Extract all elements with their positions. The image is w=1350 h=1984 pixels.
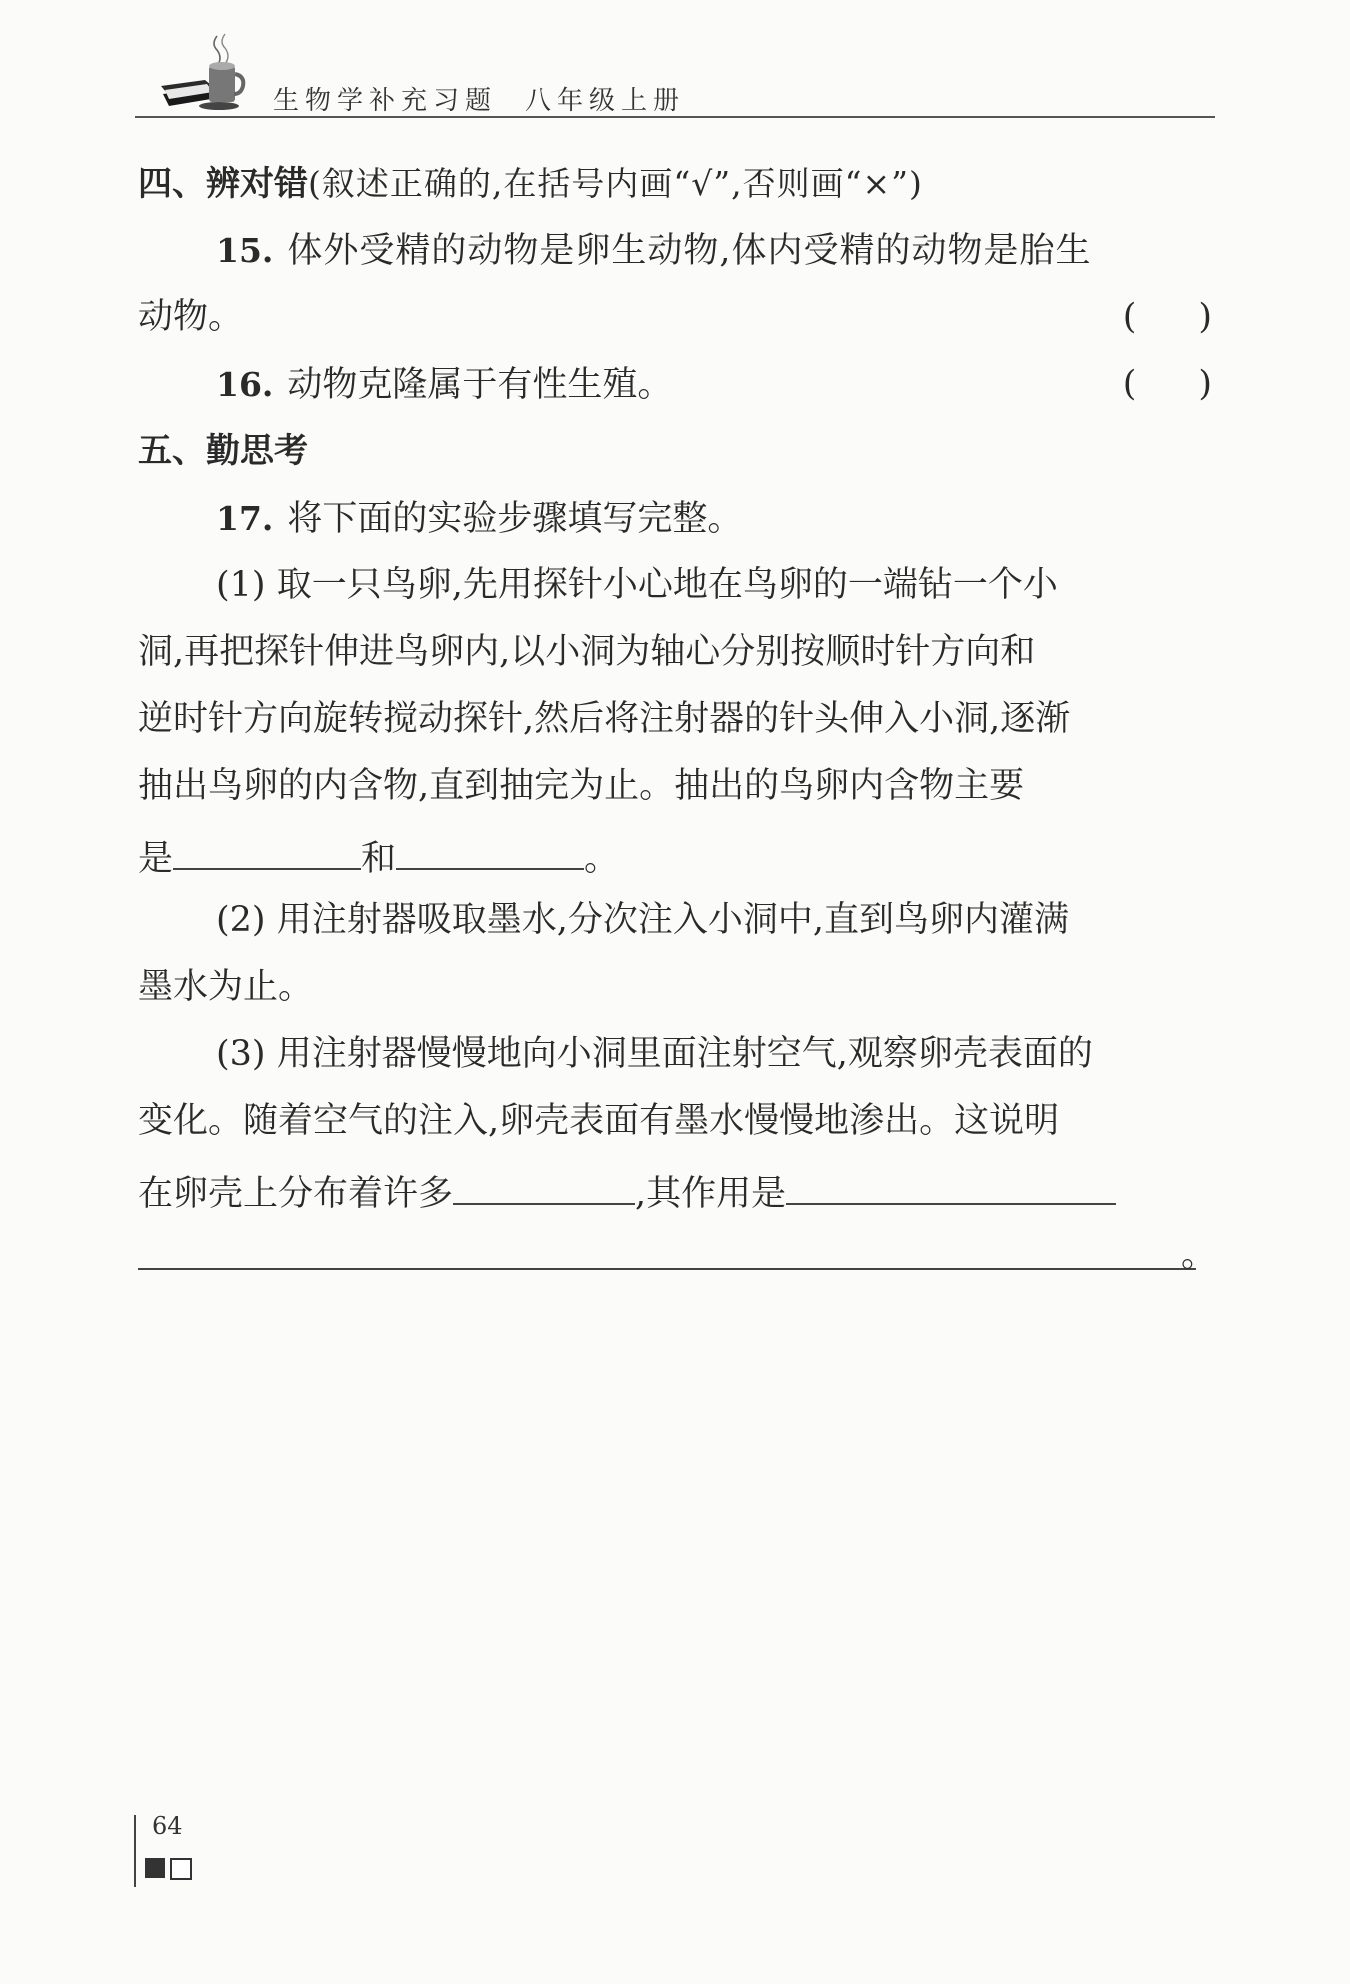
step-3-text-b: ,其作用是 xyxy=(635,1174,787,1214)
question-15-line-1 xyxy=(138,217,1216,284)
book-and-cup-logo-icon xyxy=(157,28,249,116)
step-3-line-1: (3) 用注射器慢慢地向小洞里面注射空气,观察卵壳表面的 xyxy=(216,1034,1093,1074)
filled-square-icon xyxy=(145,1858,165,1878)
step-1-text-b: 和 xyxy=(361,839,397,879)
header-rule xyxy=(135,116,1215,118)
answer-blank-4[interactable] xyxy=(786,1155,1116,1205)
section-4-title xyxy=(138,150,1216,217)
question-16-number: 16. xyxy=(216,365,274,404)
answer-blank-4-continued[interactable] xyxy=(138,1268,1196,1270)
bracket-open: ( xyxy=(1122,297,1137,337)
page-header xyxy=(135,28,1215,123)
step-1-text-a: 是 xyxy=(138,839,174,879)
question-17-intro: 将下面的实验步骤填写完整。 xyxy=(287,499,743,539)
book-title: 生物学补充习题 xyxy=(273,86,498,116)
answer-blank-1[interactable] xyxy=(173,820,361,870)
question-17-intro-line xyxy=(138,485,1216,552)
step-3-line-3 xyxy=(138,1155,1216,1222)
step-1-line-1: (1) 取一只鸟卵,先用探针小心地在鸟卵的一端钻一个小 xyxy=(216,565,1058,605)
step-3-text-end: 。 xyxy=(1180,1235,1216,1275)
step-1-line-2: 洞,再把探针伸进鸟卵内,以小洞为轴心分别按顺时针方向和 xyxy=(138,632,1036,672)
grade-label: 八年级上册 xyxy=(525,86,686,116)
step-2-line-2: 墨水为止。 xyxy=(138,967,314,1007)
step-3-text-a: 在卵壳上分布着许多 xyxy=(138,1174,454,1214)
question-16-answer-bracket[interactable] xyxy=(1123,351,1212,418)
question-15-answer-bracket[interactable] xyxy=(1123,284,1212,351)
question-15-text-2: 动物。 xyxy=(138,297,244,337)
question-16-line xyxy=(138,351,1216,418)
step-1-line-5 xyxy=(138,820,1216,887)
answer-blank-2[interactable] xyxy=(396,820,584,870)
step-1-text-end: 。 xyxy=(584,839,620,879)
header-title xyxy=(273,80,713,117)
step-3-line-2: 变化。随着空气的注入,卵壳表面有墨水慢慢地渗出。这说明 xyxy=(138,1101,1060,1141)
step-1-line-3: 逆时针方向旋转搅动探针,然后将注射器的针头伸入小洞,逐渐 xyxy=(138,699,1071,739)
question-15-line-2 xyxy=(138,284,1216,351)
step-3-line-4 xyxy=(138,1222,1216,1289)
footer-divider xyxy=(134,1815,136,1887)
section-4-instruction: (叙述正确的,在括号内画“√”,否则画“×”) xyxy=(308,164,923,203)
step-1-line-4: 抽出鸟卵的内含物,直到抽完为止。抽出的鸟卵内含物主要 xyxy=(138,766,1025,806)
section-4-heading: 四、辨对错 xyxy=(138,164,308,204)
empty-square-icon xyxy=(170,1858,192,1880)
answer-blank-3[interactable] xyxy=(453,1155,635,1205)
bracket-close: ) xyxy=(1198,297,1212,337)
bracket-open: ( xyxy=(1122,364,1137,404)
content xyxy=(138,150,1216,1289)
question-15-number: 15. xyxy=(216,231,274,270)
page-number: 64 xyxy=(152,1812,183,1840)
question-16-text: 动物克隆属于有性生殖。 xyxy=(287,365,673,405)
question-15-text-1: 体外受精的动物是卵生动物,体内受精的动物是胎生 xyxy=(287,231,1092,271)
step-2-line-1: (2) 用注射器吸取墨水,分次注入小洞中,直到鸟卵内灌满 xyxy=(216,900,1069,940)
bracket-close: ) xyxy=(1198,364,1212,404)
section-5-title: 五、勤思考 xyxy=(138,431,308,471)
question-17-number: 17. xyxy=(216,499,274,538)
